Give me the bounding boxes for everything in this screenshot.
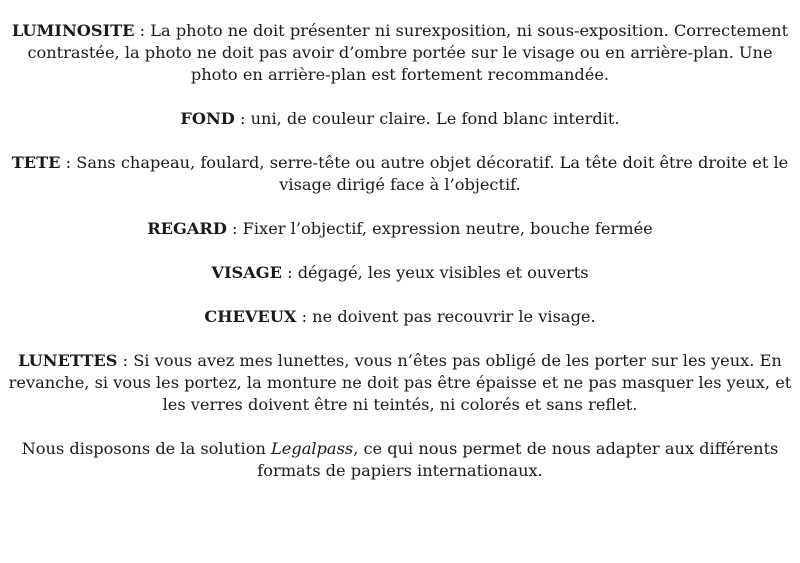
solution-text-after: , ce qui nous permet de nous adapter aux différents formats de papiers internationaux.: [257, 439, 779, 480]
regard-paragraph: [0, 218, 800, 240]
tete-keyword: TETE: [11, 153, 61, 172]
visage-text: : dégagé, les yeux visibles et ouverts: [281, 263, 589, 282]
fond-keyword: FOND: [180, 109, 235, 128]
regard-keyword: REGARD: [147, 219, 227, 238]
photo-requirements-text: [0, 20, 800, 504]
luminosite-text: : La photo ne doit présenter ni surexposition, ni sous-exposition. Correctement contrastée, la photo ne doit pas avoir d’ombre portée sur le visage ou en arrière-plan. Une photo en arrière-plan est fortement recommandée.: [27, 21, 789, 84]
tete-text: : Sans chapeau, foulard, serre-tête ou autre objet décoratif. La tête doit être droite et le visage dirigé face à l’objectif.: [60, 153, 789, 194]
lunettes-paragraph: [0, 350, 800, 416]
lunettes-text: : Si vous avez mes lunettes, vous n’êtes pas obligé de les porter sur les yeux. En revanche, si vous les portez, la monture ne doit pas être épaisse et ne pas masquer les yeux, et les verres doivent être ni teintés, ni colorés et sans reflet.: [8, 351, 792, 414]
tete-paragraph: [0, 152, 800, 196]
luminosite-paragraph: [0, 20, 800, 86]
visage-keyword: VISAGE: [211, 263, 282, 282]
legalpass-brand: Legalpass: [271, 439, 354, 458]
regard-text: : Fixer l’objectif, expression neutre, bouche fermée: [226, 219, 653, 238]
visage-paragraph: [0, 262, 800, 284]
fond-text: : uni, de couleur claire. Le fond blanc interdit.: [234, 109, 620, 128]
solution-paragraph: [0, 438, 800, 482]
cheveux-keyword: CHEVEUX: [204, 307, 297, 326]
fond-paragraph: [0, 108, 800, 130]
luminosite-keyword: LUMINOSITE: [11, 21, 135, 40]
cheveux-paragraph: [0, 306, 800, 328]
cheveux-text: : ne doivent pas recouvrir le visage.: [296, 307, 596, 326]
lunettes-keyword: LUNETTES: [18, 351, 118, 370]
solution-text-before: Nous disposons de la solution: [21, 439, 272, 458]
